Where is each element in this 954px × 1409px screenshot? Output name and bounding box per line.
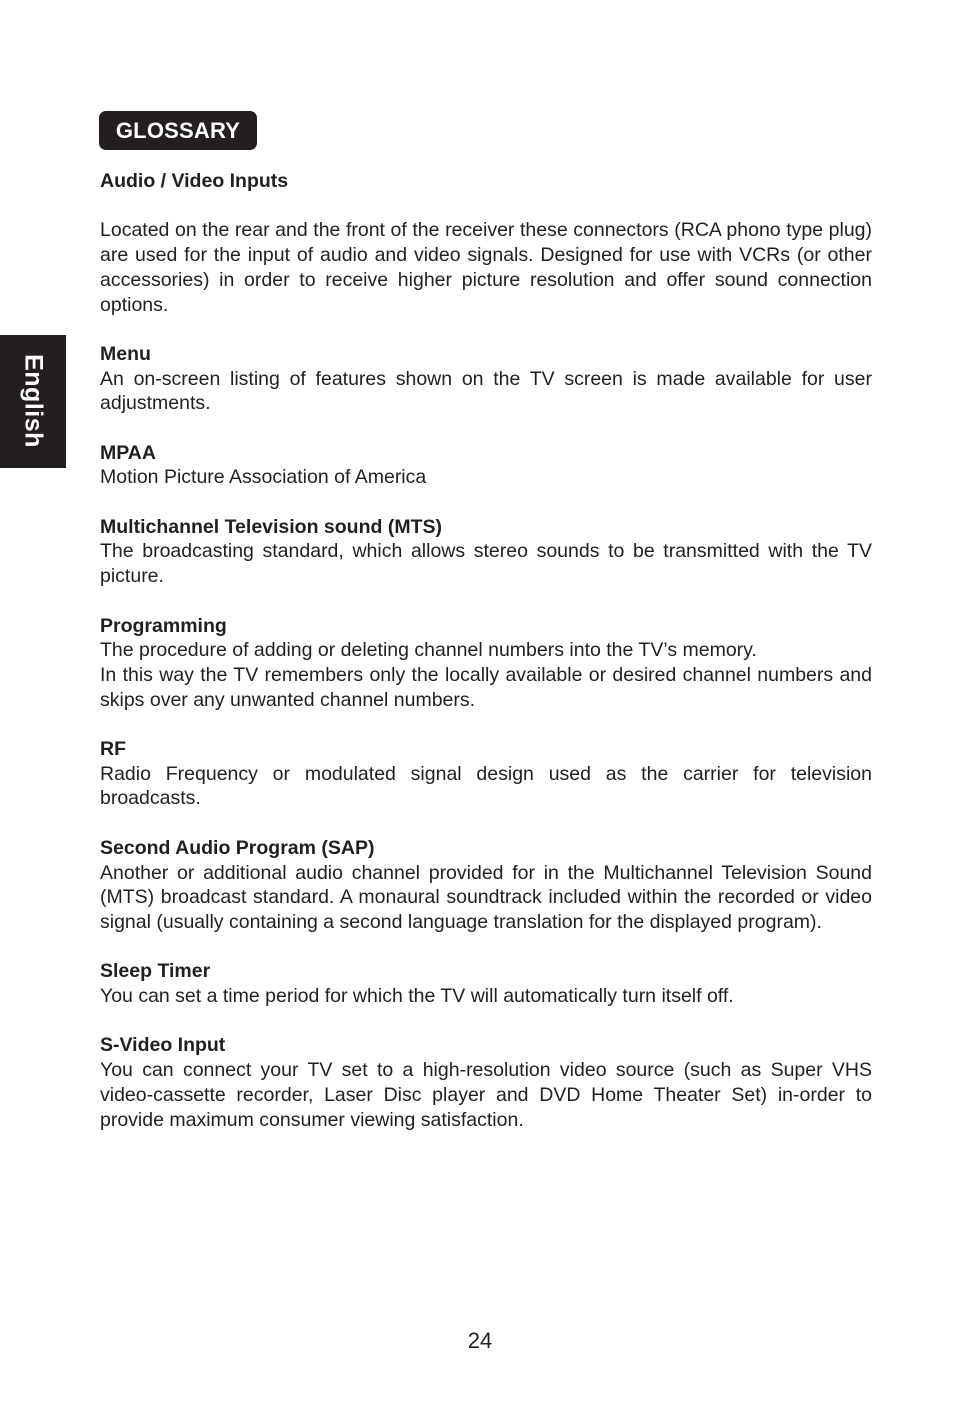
glossary-term: Multichannel Television sound (MTS) (100, 515, 442, 538)
glossary-header: GLOSSARY (99, 111, 257, 150)
language-tab (0, 335, 66, 468)
glossary-term: Menu (100, 342, 151, 365)
glossary-definition: The procedure of adding or deleting channel numbers into the TV’s memory. (100, 639, 757, 662)
glossary-entry-mpaa (100, 441, 872, 490)
glossary-content (100, 169, 872, 1157)
glossary-term: Sleep Timer (100, 960, 211, 983)
glossary-term: Audio / Video Inputs (100, 170, 289, 192)
glossary-definition-continued: In this way the TV remembers only the locally available or desired channel numbers and skips over any unwanted channel numbers. (100, 663, 872, 711)
glossary-entry-programming (100, 614, 872, 713)
glossary-term: Second Audio Program (SAP) (100, 836, 375, 859)
glossary-entry-s-video-input (100, 1033, 872, 1132)
glossary-definition: Located on the rear and the front of the receiver these connectors (RCA phono type plug) are used for the input of audio and video signals. Designed for use with VCRs (or other accessories) in order to receive higher picture resolution and offer sound connection options. (100, 219, 872, 316)
glossary-definition: The broadcasting standard, which allows stereo sounds to be transmitted with the TV picture. (100, 540, 872, 588)
glossary-term: S-Video Input (100, 1034, 226, 1057)
glossary-entry-rf (100, 737, 872, 811)
glossary-definition: Another or additional audio channel provided for in the Multichannel Television Sound (MTS) broadcast standard. A monaural soundtrack included within the recorded or video signal (usually containing a second language translation for the displayed program). (100, 861, 872, 933)
glossary-definition: You can connect your TV set to a high-resolution video source (such as Super VHS video-cassette recorder, Laser Disc player and DVD Home Theater Set) in-order to provide maximum consumer viewing satisfaction. (100, 1059, 872, 1131)
language-tab-label: English (19, 354, 48, 448)
glossary-term: MPAA (100, 441, 156, 464)
glossary-entry-sleep-timer (100, 959, 872, 1008)
glossary-definition: Motion Picture Association of America (100, 466, 427, 489)
glossary-entry-mts (100, 515, 872, 589)
glossary-entry-menu (100, 342, 872, 416)
glossary-definition: You can set a time period for which the TV will automatically turn itself off. (100, 985, 734, 1008)
glossary-term: Programming (100, 614, 227, 637)
glossary-term: RF (100, 738, 126, 761)
glossary-entry-sap (100, 836, 872, 935)
glossary-definition: An on-screen listing of features shown on the TV screen is made available for user adjustments. (100, 367, 872, 415)
term-spacer (100, 194, 872, 219)
glossary-definition: Radio Frequency or modulated signal design used as the carrier for television broadcasts. (100, 762, 872, 810)
page-number: 24 (467, 1328, 493, 1353)
glossary-entry-audio-video-inputs (100, 169, 872, 317)
